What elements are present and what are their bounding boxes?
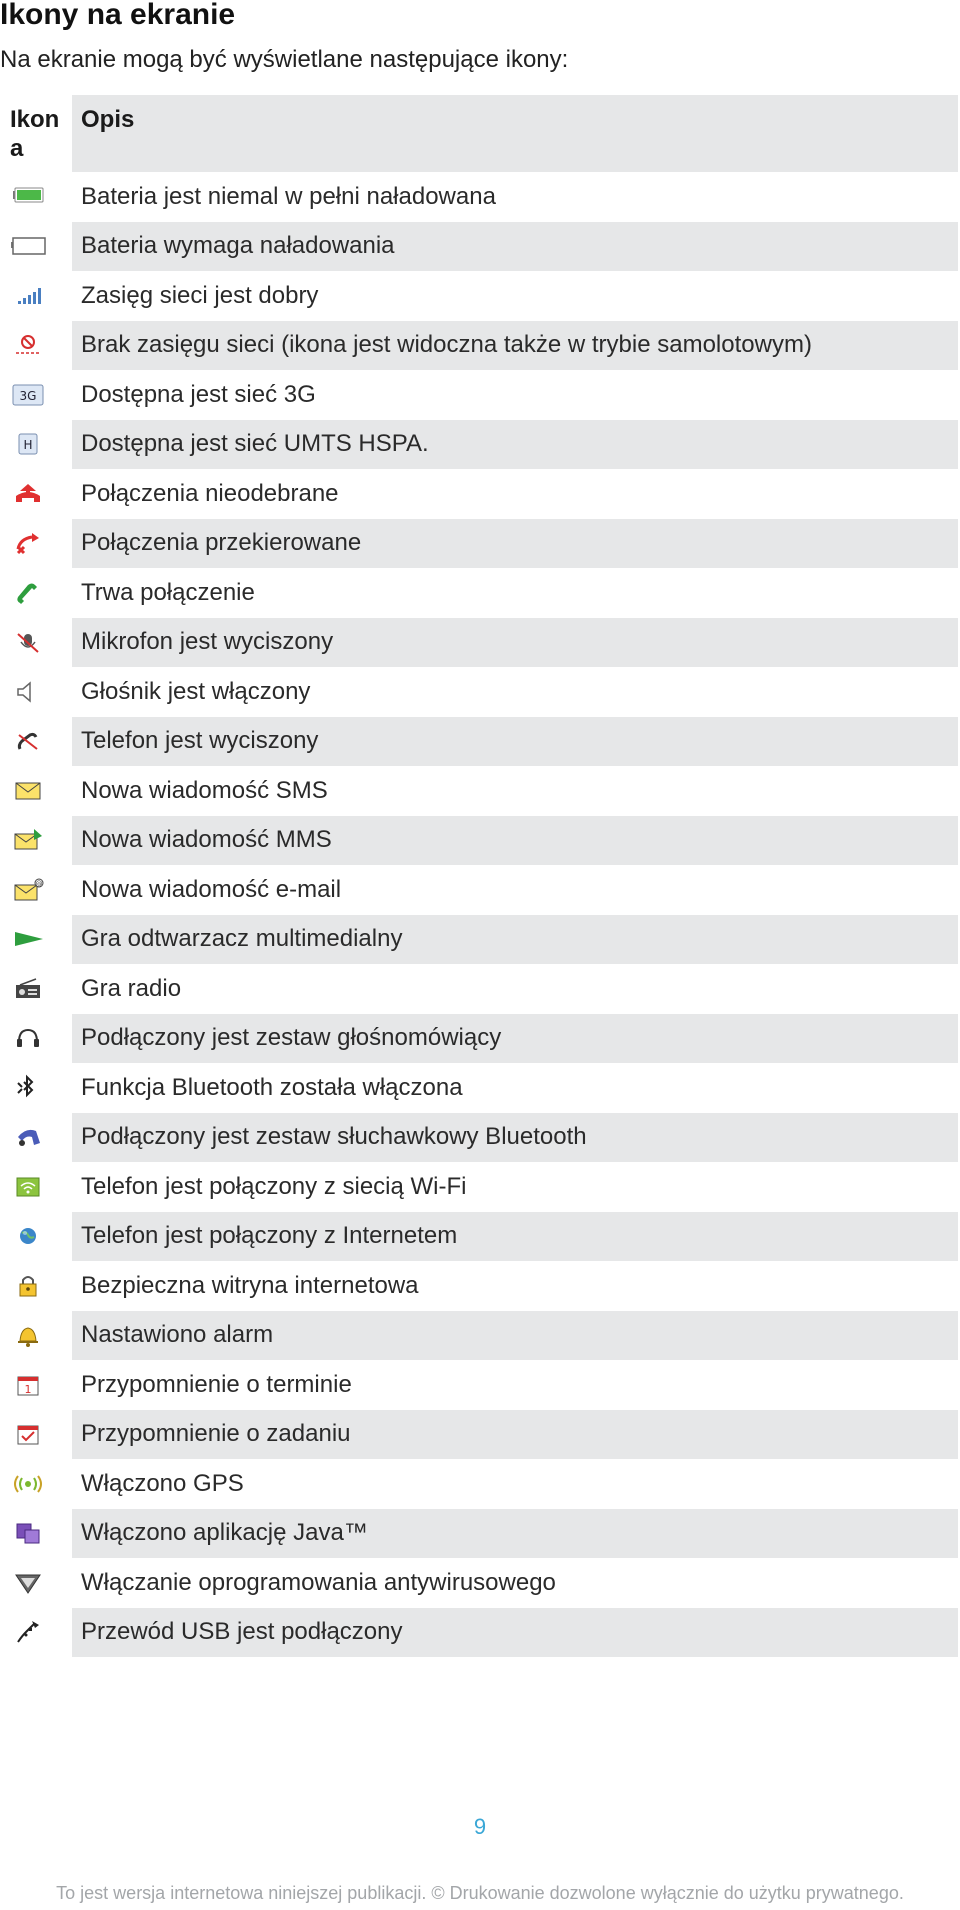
description-cell: Dostępna jest sieć 3G (81, 380, 316, 408)
table-row (0, 667, 958, 717)
description-cell: Połączenia przekierowane (72, 519, 958, 569)
svg-text:H: H (23, 438, 33, 453)
table-row (0, 816, 958, 866)
table-row (0, 766, 958, 816)
svg-text:1: 1 (24, 1382, 32, 1396)
icon-cell (0, 1311, 70, 1361)
icon-cell (0, 271, 70, 321)
header-icon-column: Ikona (10, 106, 60, 162)
icon-cell (0, 667, 70, 717)
icon-cell (0, 1261, 70, 1311)
table-header (0, 95, 958, 172)
table-row (0, 1509, 958, 1559)
table-row (0, 1162, 958, 1212)
icon-cell (0, 618, 70, 668)
email-icon (10, 876, 46, 904)
table-row (0, 568, 958, 618)
icon-cell (0, 865, 70, 915)
description-cell: Podłączony jest zestaw głośnomówiący (72, 1014, 958, 1064)
bluetooth-headset-icon (10, 1123, 46, 1151)
description-cell: Nowa wiadomość SMS (81, 776, 328, 804)
icon-cell (0, 1410, 70, 1460)
page-title: Ikony na ekranie (0, 0, 236, 31)
description-cell: Gra radio (81, 974, 182, 1002)
icon-cell (0, 1063, 70, 1113)
description-cell: Podłączony jest zestaw słuchawkowy Bluetooth (72, 1113, 958, 1163)
speaker-icon (10, 678, 46, 706)
description-cell: Włączono aplikację Java™ (72, 1509, 958, 1559)
table-row (0, 1261, 958, 1311)
usb-cable-icon (10, 1618, 46, 1646)
icon-cell (0, 420, 70, 470)
description-cell: Nowa wiadomość e-mail (81, 875, 342, 903)
icon-cell (0, 519, 70, 569)
wifi-icon (10, 1173, 46, 1201)
icon-cell (0, 321, 70, 371)
icon-cell (0, 1212, 70, 1262)
description-cell: Bateria jest niemal w pełni naładowana (81, 182, 496, 210)
description-cell: Bateria wymaga naładowania (72, 222, 958, 272)
table-row (0, 915, 958, 965)
battery-full-icon (10, 183, 46, 211)
description-cell: Telefon jest połączony z siecią Wi-Fi (81, 1172, 467, 1200)
description-cell: Nastawiono alarm (72, 1311, 958, 1361)
page-number: 9 (473, 1814, 487, 1839)
intro-text: Na ekranie mogą być wyświetlane następujące ikony: (0, 46, 569, 73)
icon-cell (0, 1014, 70, 1064)
svg-text:3G: 3G (19, 388, 37, 403)
description-cell: Mikrofon jest wyciszony (72, 618, 958, 668)
description-cell: Bezpieczna witryna internetowa (81, 1271, 419, 1299)
table-row (0, 1063, 958, 1113)
mic-muted-icon (10, 628, 46, 656)
table-row (0, 618, 958, 668)
description-cell: Gra odtwarzacz multimedialny (72, 915, 958, 965)
icon-cell (0, 222, 70, 272)
table-row (0, 420, 958, 470)
description-cell: Telefon jest połączony z Internetem (72, 1212, 958, 1262)
ongoing-call-icon (10, 579, 46, 607)
missed-call-icon (10, 480, 46, 508)
media-play-icon (10, 925, 46, 953)
icon-cell (0, 1113, 70, 1163)
icon-cell (0, 964, 70, 1014)
header-description-column: Opis (72, 95, 958, 172)
svg-text:@: @ (35, 879, 43, 888)
alarm-bell-icon (10, 1321, 46, 1349)
icons-table (0, 95, 958, 1657)
table-row (0, 222, 958, 272)
description-cell: Zasięg sieci jest dobry (81, 281, 319, 309)
table-row (0, 1113, 958, 1163)
description-cell: Funkcja Bluetooth została włączona (81, 1073, 463, 1101)
description-cell: Głośnik jest włączony (81, 677, 311, 705)
radio-icon (10, 975, 46, 1003)
description-cell: Przypomnienie o zadaniu (72, 1410, 958, 1460)
icon-cell (0, 766, 70, 816)
footer-note: To jest wersja internetowa niniejszej publikacji. © Drukowanie dozwolone wyłącznie do użytku prywatnego. (56, 1883, 904, 1903)
table-row (0, 865, 958, 915)
network-hspa-icon (10, 430, 46, 458)
icon-cell (0, 568, 70, 618)
description-cell: Włączanie oprogramowania antywirusowego (81, 1568, 556, 1596)
gps-icon (10, 1470, 46, 1498)
sms-icon (10, 777, 46, 805)
icon-cell (0, 1608, 70, 1658)
table-row (0, 469, 958, 519)
network-3g-icon (10, 381, 46, 409)
task-reminder-icon (10, 1420, 46, 1448)
table-row (0, 321, 958, 371)
table-row (0, 717, 958, 767)
table-row (0, 370, 958, 420)
table-row (0, 1014, 958, 1064)
battery-empty-icon (10, 232, 46, 260)
description-cell: Dostępna jest sieć UMTS HSPA. (72, 420, 958, 470)
description-cell: Nowa wiadomość MMS (72, 816, 958, 866)
call-forward-icon (10, 529, 46, 557)
table-row (0, 172, 958, 222)
icon-cell (0, 172, 70, 222)
icon-cell (0, 370, 70, 420)
table-body (0, 172, 958, 1657)
java-app-icon (10, 1519, 46, 1547)
headset-icon (10, 1024, 46, 1052)
antivirus-icon (10, 1569, 46, 1597)
icon-cell (0, 1162, 70, 1212)
description-cell: Przypomnienie o terminie (81, 1370, 352, 1398)
icon-cell (0, 1558, 70, 1608)
icon-cell (0, 469, 70, 519)
no-signal-icon (10, 331, 46, 359)
description-cell: Trwa połączenie (81, 578, 255, 606)
description-cell: Brak zasięgu sieci (ikona jest widoczna także w trybie samolotowym) (72, 321, 958, 371)
table-row (0, 1608, 958, 1658)
padlock-icon (10, 1272, 46, 1300)
table-row (0, 1212, 958, 1262)
table-row (0, 1311, 958, 1361)
table-row (0, 1360, 958, 1410)
table-row (0, 1459, 958, 1509)
table-row (0, 964, 958, 1014)
bluetooth-icon (10, 1074, 46, 1102)
table-row (0, 271, 958, 321)
icon-cell (0, 1459, 70, 1509)
description-cell: Przewód USB jest podłączony (72, 1608, 958, 1658)
icon-cell (0, 717, 70, 767)
table-row (0, 1558, 958, 1608)
icon-cell (0, 915, 70, 965)
calendar-reminder-icon (10, 1371, 46, 1399)
description-cell: Połączenia nieodebrane (81, 479, 339, 507)
icon-cell (0, 816, 70, 866)
table-row (0, 1410, 958, 1460)
icon-cell (0, 1360, 70, 1410)
table-row (0, 519, 958, 569)
signal-strength-icon (10, 282, 46, 310)
icon-cell (0, 1509, 70, 1559)
internet-globe-icon (10, 1222, 46, 1250)
description-cell: Telefon jest wyciszony (72, 717, 958, 767)
phone-silent-icon (10, 727, 46, 755)
description-cell: Włączono GPS (81, 1469, 244, 1497)
mms-icon (10, 826, 46, 854)
